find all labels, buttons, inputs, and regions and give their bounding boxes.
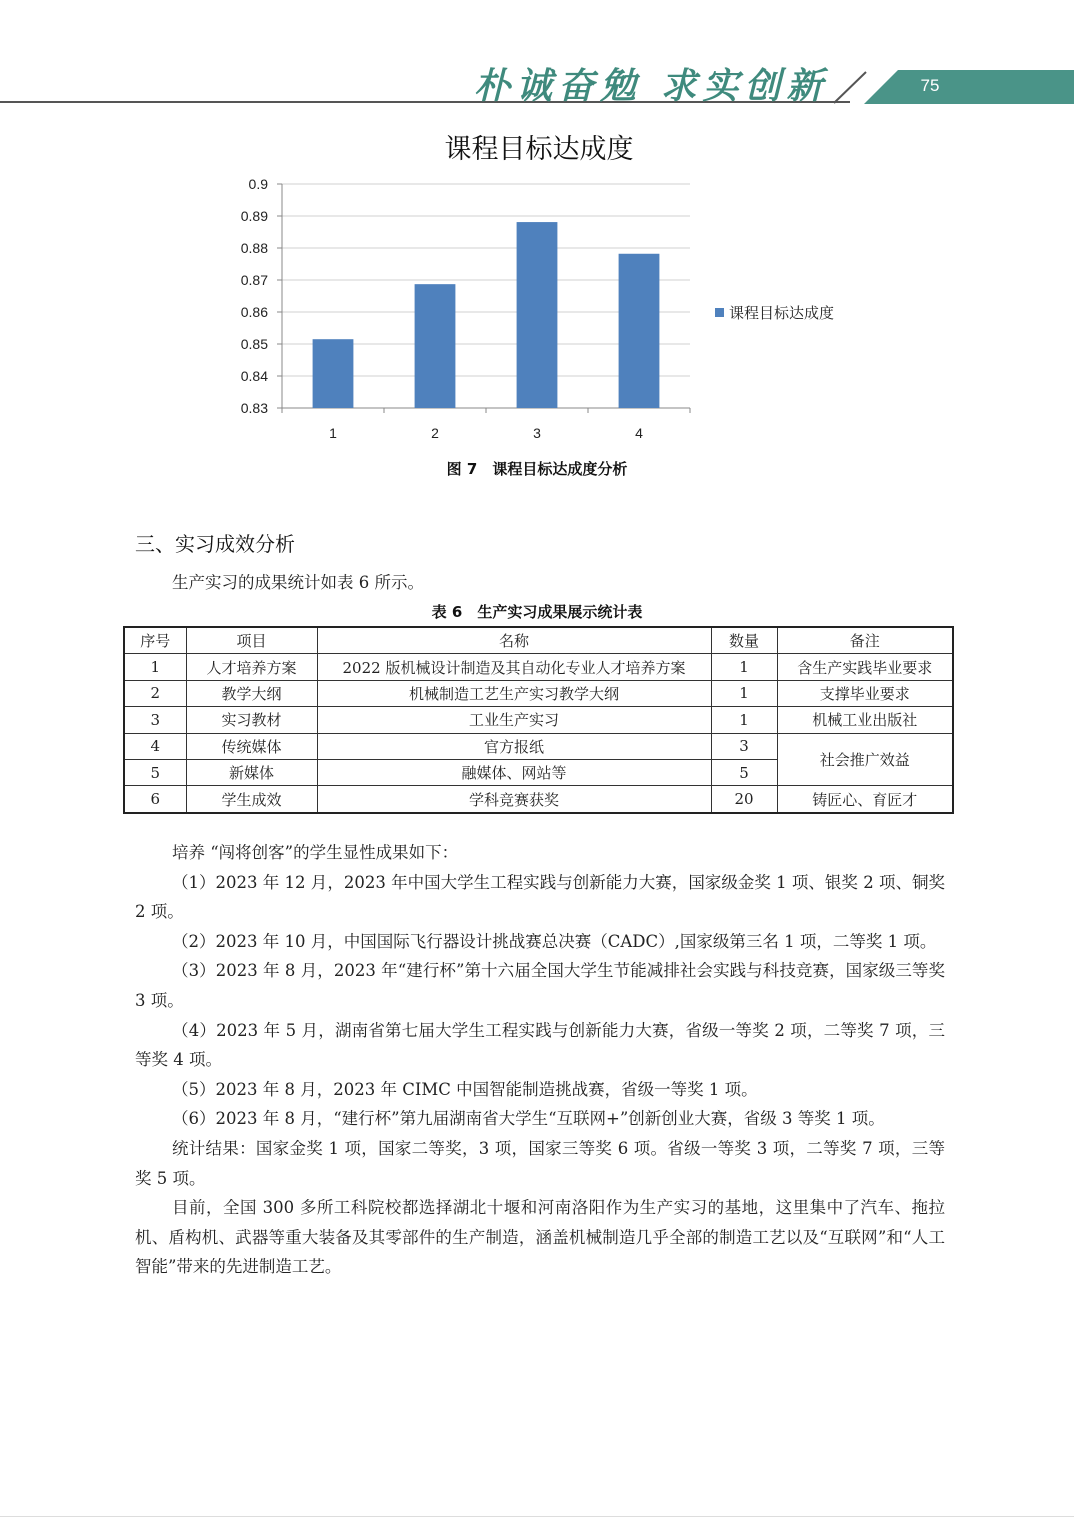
bar-chart xyxy=(220,170,860,450)
table-header-row xyxy=(124,627,953,654)
table-row xyxy=(124,707,953,733)
body-paragraph: （6）2023 年 8 月，“建行杯”第九届湖南省大学生“互联网+”创新创业大赛，省级 3 等奖 1 项。 xyxy=(172,1109,885,1129)
table-cell: 5 xyxy=(124,759,186,785)
header-motto: 朴诚奋勉 求实创新 xyxy=(474,65,829,107)
header-cell: 备注 xyxy=(777,627,953,654)
table-cell: 2 xyxy=(124,680,186,706)
table-cell-merged: 社会推广效益 xyxy=(777,733,953,786)
table-cell: 1 xyxy=(711,707,777,733)
table-title: 表 6 生产实习成果展示统计表 xyxy=(431,603,643,621)
page-number: 75 xyxy=(920,76,940,95)
table-cell: 学科竞赛获奖 xyxy=(317,786,711,813)
x-tick-label: 4 xyxy=(635,425,643,441)
chart-title: 课程目标达成度 xyxy=(444,134,634,165)
table-row xyxy=(124,680,953,706)
header-cell: 项目 xyxy=(186,627,317,654)
table-cell: 1 xyxy=(711,654,777,680)
table-cell: 4 xyxy=(124,733,186,759)
body-paragraph: （3）2023 年 8 月，2023 年“建行杯”第十六届全国大学生节能减排社会实践与科技竞赛，国家级三等奖 3 项。 xyxy=(135,961,945,1010)
y-tick-label: 0.9 xyxy=(248,176,268,192)
section-intro: 生产实习的成果统计如表 6 所示。 xyxy=(172,573,424,592)
table-cell: 官方报纸 xyxy=(317,733,711,759)
bar xyxy=(415,284,456,408)
body-paragraph: （4）2023 年 5 月，湖南省第七届大学生工程实践与创新能力大赛，省级一等奖 2 项，二等奖 7 项，三等奖 4 项。 xyxy=(135,1020,945,1070)
legend-swatch xyxy=(715,308,724,317)
body-text xyxy=(135,838,945,1282)
header-cell: 名称 xyxy=(317,627,711,654)
body-paragraph: （5）2023 年 8 月，2023 年 CIMC 中国智能制造挑战赛，省级一等奖 1 项。 xyxy=(172,1079,758,1099)
header-cell: 序号 xyxy=(124,627,186,654)
section-heading: 三、实习成效分析 xyxy=(135,532,295,556)
table-cell: 1 xyxy=(711,680,777,706)
y-tick-label: 0.87 xyxy=(240,272,268,288)
figure-caption: 图 7 课程目标达成度分析 xyxy=(446,460,628,478)
table-cell: 人才培养方案 xyxy=(186,654,317,680)
table-cell: 工业生产实习 xyxy=(317,707,711,733)
results-table xyxy=(123,626,954,814)
body-paragraph: 统计结果：国家金奖 1 项，国家二等奖，3 项，国家三等奖 6 项。省级一等奖 3 项，二等奖 7 项，三等奖 5 项。 xyxy=(135,1138,945,1188)
body-paragraph: 目前，全国 300 多所工科院校都选择湖北十堰和河南洛阳作为生产实习的基地，这里集中了汽车、拖拉机、盾构机、武器等重大装备及其零部件的生产制造，涵盖机械制造几乎全部的制造工艺以及“互联网”和“人工智能”带来的先进制造工艺。 xyxy=(135,1198,945,1277)
y-tick-label: 0.83 xyxy=(240,400,268,416)
table-cell: 5 xyxy=(711,759,777,785)
body-paragraph: （2）2023 年 10 月，中国国际飞行器设计挑战赛总决赛（CADC）,国家级第三名 1 项，二等奖 1 项。 xyxy=(172,931,937,951)
x-tick-label: 3 xyxy=(533,425,541,441)
table-cell: 3 xyxy=(711,733,777,759)
y-tick-label: 0.88 xyxy=(240,240,268,256)
table-row xyxy=(124,654,953,680)
legend-label: 课程目标达成度 xyxy=(729,304,835,322)
table-cell: 教学大纲 xyxy=(186,680,317,706)
table-row xyxy=(124,786,953,813)
bar xyxy=(619,254,660,408)
table-cell: 新媒体 xyxy=(186,759,317,785)
bar xyxy=(313,339,354,408)
x-tick-label: 2 xyxy=(431,425,439,441)
bar xyxy=(517,222,558,408)
footer-rule xyxy=(0,1516,1074,1517)
y-tick-label: 0.84 xyxy=(240,368,268,384)
table-cell: 机械工业出版社 xyxy=(777,707,953,733)
table-cell: 传统媒体 xyxy=(186,733,317,759)
x-tick-label: 1 xyxy=(329,425,337,441)
y-tick-label: 0.85 xyxy=(240,336,268,352)
table-cell: 2022 版机械设计制造及其自动化专业人才培养方案 xyxy=(317,654,711,680)
header-cell: 数量 xyxy=(711,627,777,654)
body-paragraph: 培养 “闯将创客”的学生显性成果如下： xyxy=(172,843,459,862)
table-cell: 铸匠心、育匠才 xyxy=(777,786,953,813)
table-cell: 1 xyxy=(124,654,186,680)
table-cell: 融媒体、网站等 xyxy=(317,759,711,785)
y-tick-label: 0.89 xyxy=(240,208,268,224)
body-paragraph: （1）2023 年 12 月，2023 年中国大学生工程实践与创新能力大赛，国家级金奖 1 项、银奖 2 项、铜奖 2 项。 xyxy=(135,872,945,922)
table-row xyxy=(124,733,953,759)
table-cell: 支撑毕业要求 xyxy=(777,680,953,706)
page-number-tab xyxy=(864,70,1074,104)
table-cell: 机械制造工艺生产实习教学大纲 xyxy=(317,680,711,706)
table-cell: 含生产实践毕业要求 xyxy=(777,654,953,680)
y-tick-label: 0.86 xyxy=(240,304,268,320)
table-cell: 3 xyxy=(124,707,186,733)
table-cell: 20 xyxy=(711,786,777,813)
table-cell: 6 xyxy=(124,786,186,813)
table-cell: 实习教材 xyxy=(186,707,317,733)
table-cell: 学生成效 xyxy=(186,786,317,813)
